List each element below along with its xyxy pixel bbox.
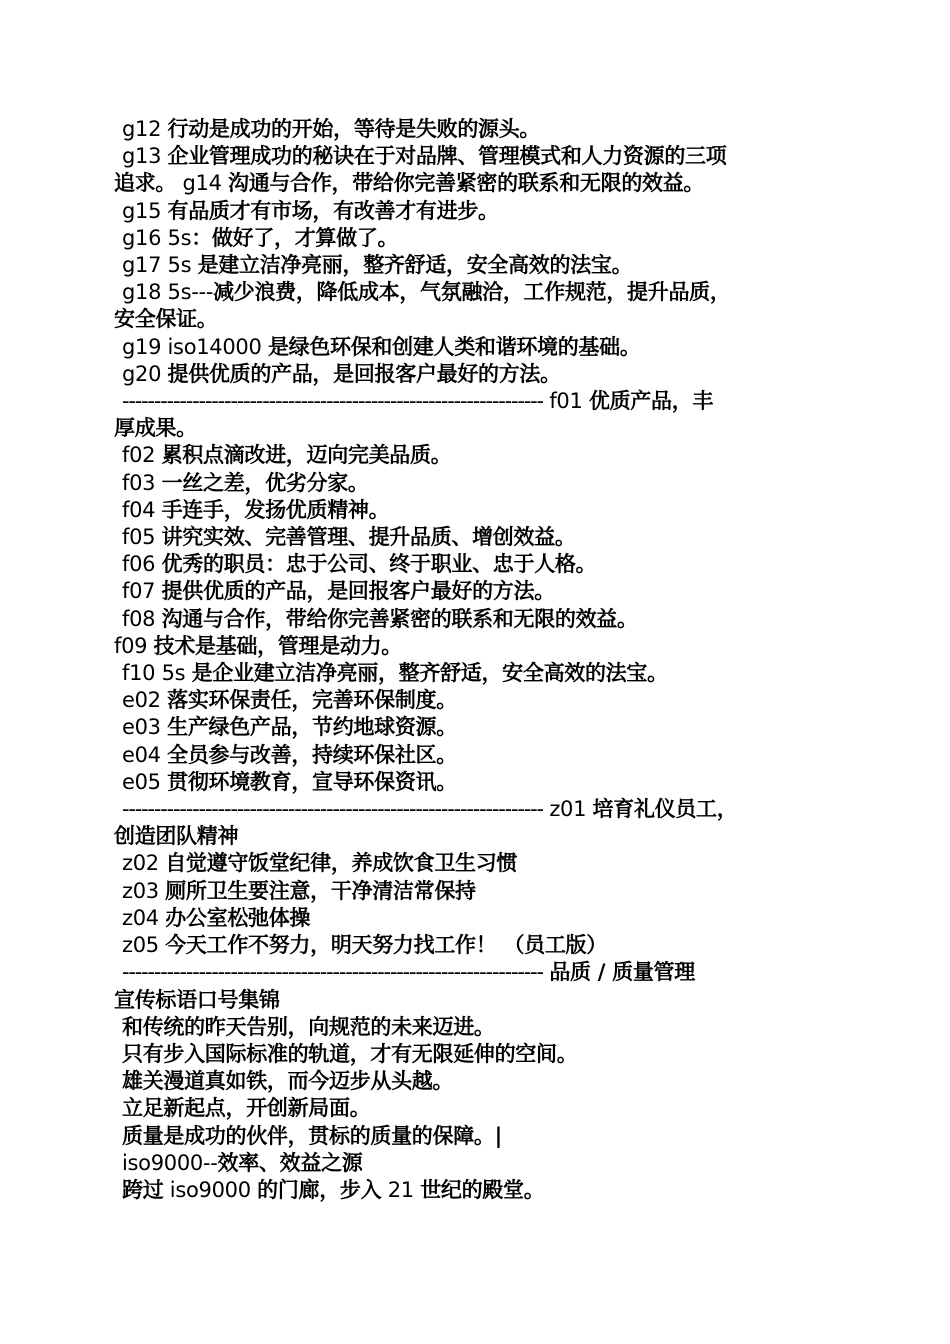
slogan-line: g13 企业管理成功的秘诀在于对品牌、管理模式和人力资源的三项 (122, 144, 727, 169)
slogan-line: f07 提供优质的产品，是回报客户最好的方法。 (122, 579, 555, 604)
separator-line: ------------------------------------------------------------------ f01 优质产品，丰 (122, 389, 714, 414)
slogan-line: g18 5s---减少浪费，降低成本，气氛融洽，工作规范，提升品质， (122, 280, 731, 305)
slogan-line: 质量是成功的伙伴，贯标的质量的保障。| (122, 1123, 502, 1148)
slogan-line: g15 有品质才有市场，有改善才有进步。 (122, 198, 499, 223)
slogan-line: 追求。 g14 沟通与合作，带给你完善紧密的联系和无限的效益。 (114, 171, 705, 196)
slogan-line: z04 办公室松弛体操 (122, 905, 311, 930)
slogan-line: e05 贯彻环境教育，宣导环保资讯。 (122, 769, 457, 794)
slogan-line: 只有步入国际标准的轨道，才有无限延伸的空间。 (122, 1041, 578, 1066)
slogan-line: f05 讲究实效、完善管理、提升品质、增创效益。 (122, 525, 576, 550)
slogan-line: g17 5s 是建立洁净亮丽，整齐舒适，安全高效的法宝。 (122, 253, 633, 278)
slogan-line: f02 累积点滴改进，迈向完美品质。 (122, 443, 452, 468)
section-heading: 宣传标语口号集锦 (114, 987, 280, 1012)
slogan-line: 和传统的昨天告别，向规范的未来迈进。 (122, 1014, 495, 1039)
slogan-line: f10 5s 是企业建立洁净亮丽，整齐舒适，安全高效的法宝。 (122, 661, 668, 686)
slogan-line: f06 优秀的职员：忠于公司、终于职业、忠于人格。 (122, 552, 597, 577)
separator-line: ------------------------------------------------------------------ z01 培育礼仪员工， (122, 797, 738, 822)
slogan-line: iso9000--效率、效益之源 (122, 1150, 363, 1175)
slogan-line: e03 生产绿色产品，节约地球资源。 (122, 715, 457, 740)
slogan-line: z02 自觉遵守饭堂纪律，养成饮食卫生习惯 (122, 851, 518, 876)
slogan-line: g19 iso14000 是绿色环保和创建人类和谐环境的基础。 (122, 334, 641, 359)
slogan-line: f04 手连手，发扬优质精神。 (122, 497, 390, 522)
slogan-text-block (114, 116, 834, 1204)
slogan-line: z03 厕所卫生要注意，干净清洁常保持 (122, 878, 476, 903)
slogan-line: e02 落实环保责任，完善环保制度。 (122, 688, 457, 713)
slogan-line: f03 一丝之差，优劣分家。 (122, 470, 369, 495)
slogan-line: g20 提供优质的产品，是回报客户最好的方法。 (122, 361, 561, 386)
slogan-line: f08 沟通与合作，带给你完善紧密的联系和无限的效益。 (122, 606, 638, 631)
slogan-line: 跨过 iso9000 的门廊，步入 21 世纪的殿堂。 (122, 1177, 545, 1202)
slogan-line: 厚成果。 (114, 416, 197, 441)
separator-line: ------------------------------------------------------------------ 品质 / 质量管理 (122, 960, 695, 985)
slogan-line: z05 今天工作不努力，明天努力找工作！ （员工版） (122, 933, 607, 958)
slogan-line: g12 行动是成功的开始，等待是失败的源头。 (122, 117, 541, 141)
slogan-line: f09 技术是基础，管理是动力。 (114, 633, 402, 658)
slogan-line: 立足新起点，开创新局面。 (122, 1096, 371, 1121)
slogan-line: 安全保证。 (114, 307, 218, 332)
slogan-line: e04 全员参与改善，持续环保社区。 (122, 742, 457, 767)
slogan-line: g16 5s：做好了，才算做了。 (122, 225, 399, 250)
slogan-line: 创造团队精神 (114, 824, 239, 849)
slogan-line: 雄关漫道真如铁，而今迈步从头越。 (122, 1069, 454, 1094)
